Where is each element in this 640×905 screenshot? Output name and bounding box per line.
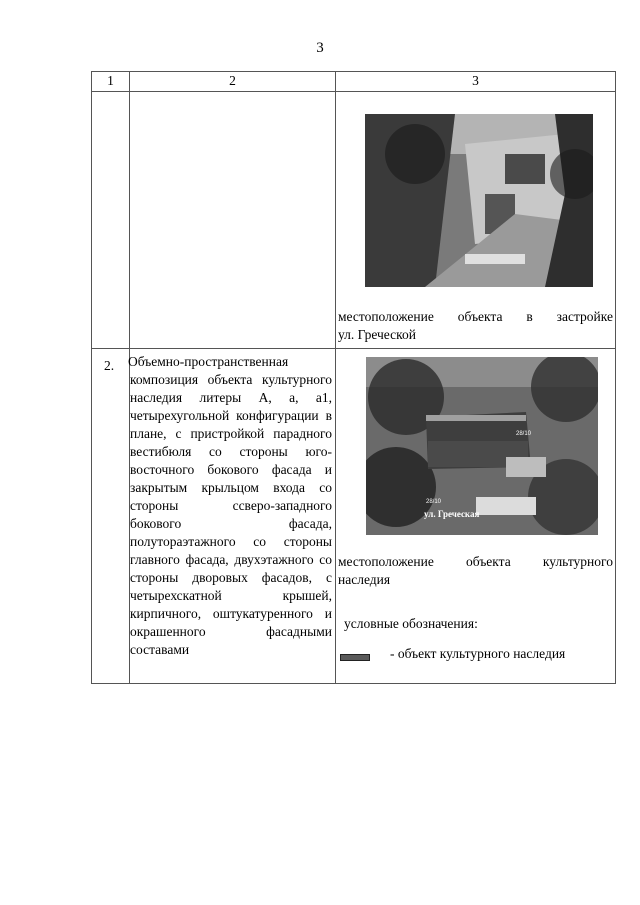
caption-word: объекта xyxy=(457,309,503,324)
header-col-3: 3 xyxy=(336,72,616,92)
aerial-map-image xyxy=(366,357,598,535)
description-first-line: Объемно-пространственная xyxy=(128,354,289,369)
table-row xyxy=(92,92,616,349)
legend-swatch xyxy=(340,654,370,661)
caption-word: в xyxy=(526,309,533,324)
legend-title: условные обозначения: xyxy=(344,616,478,631)
description-rest: композиция объекта культурного наследия литеры А, а, а1, четырехугольной конфигурации в плане, с пристройкой парадного вестибюля со стороны юго-восточного бокового фасада и закрытым крыльцом входа со стороны ссверо-западного бокового фасада, полутораэтажного со стороны главного фасада, двухэтажного со стороны дворовых фасадов, с четырехскатной крышей, кирпичного, оштукатуренного и окрашенного фасадными составами xyxy=(130,372,332,657)
map-label-tag: 28/10 xyxy=(516,431,532,437)
caption-word: застройке xyxy=(556,309,613,324)
map-label-tag: 28/10 xyxy=(426,499,442,505)
caption-line-2: ул. Греческой xyxy=(338,327,416,342)
page-number: 3 xyxy=(316,40,324,56)
object-description xyxy=(130,349,335,669)
header-col-1: 1 xyxy=(92,72,130,92)
row1-description-cell xyxy=(130,92,336,349)
caption-word: местоположение xyxy=(338,554,434,569)
row1-number-cell xyxy=(92,92,130,349)
object-table xyxy=(91,71,616,684)
legend-item xyxy=(336,633,615,683)
row-number: 2. xyxy=(104,358,115,373)
header-col-2: 2 xyxy=(130,72,336,92)
row2-description-cell xyxy=(130,349,336,684)
table-row xyxy=(92,349,616,684)
caption-word: культурного xyxy=(542,554,613,569)
row1-photo-cell xyxy=(336,92,616,349)
map-label-street: ул. Греческая xyxy=(424,509,480,519)
legend-label: - объект культурного наследия xyxy=(390,646,566,661)
row2-caption xyxy=(336,535,615,589)
caption-word: местоположение xyxy=(338,309,434,324)
building-photo xyxy=(365,114,593,287)
row2-number-cell xyxy=(92,349,130,684)
row2-map-cell xyxy=(336,349,616,684)
caption-line-2: наследия xyxy=(338,572,391,587)
row1-caption xyxy=(336,287,615,348)
caption-word: объекта xyxy=(466,554,511,569)
table-header-row xyxy=(92,72,616,92)
